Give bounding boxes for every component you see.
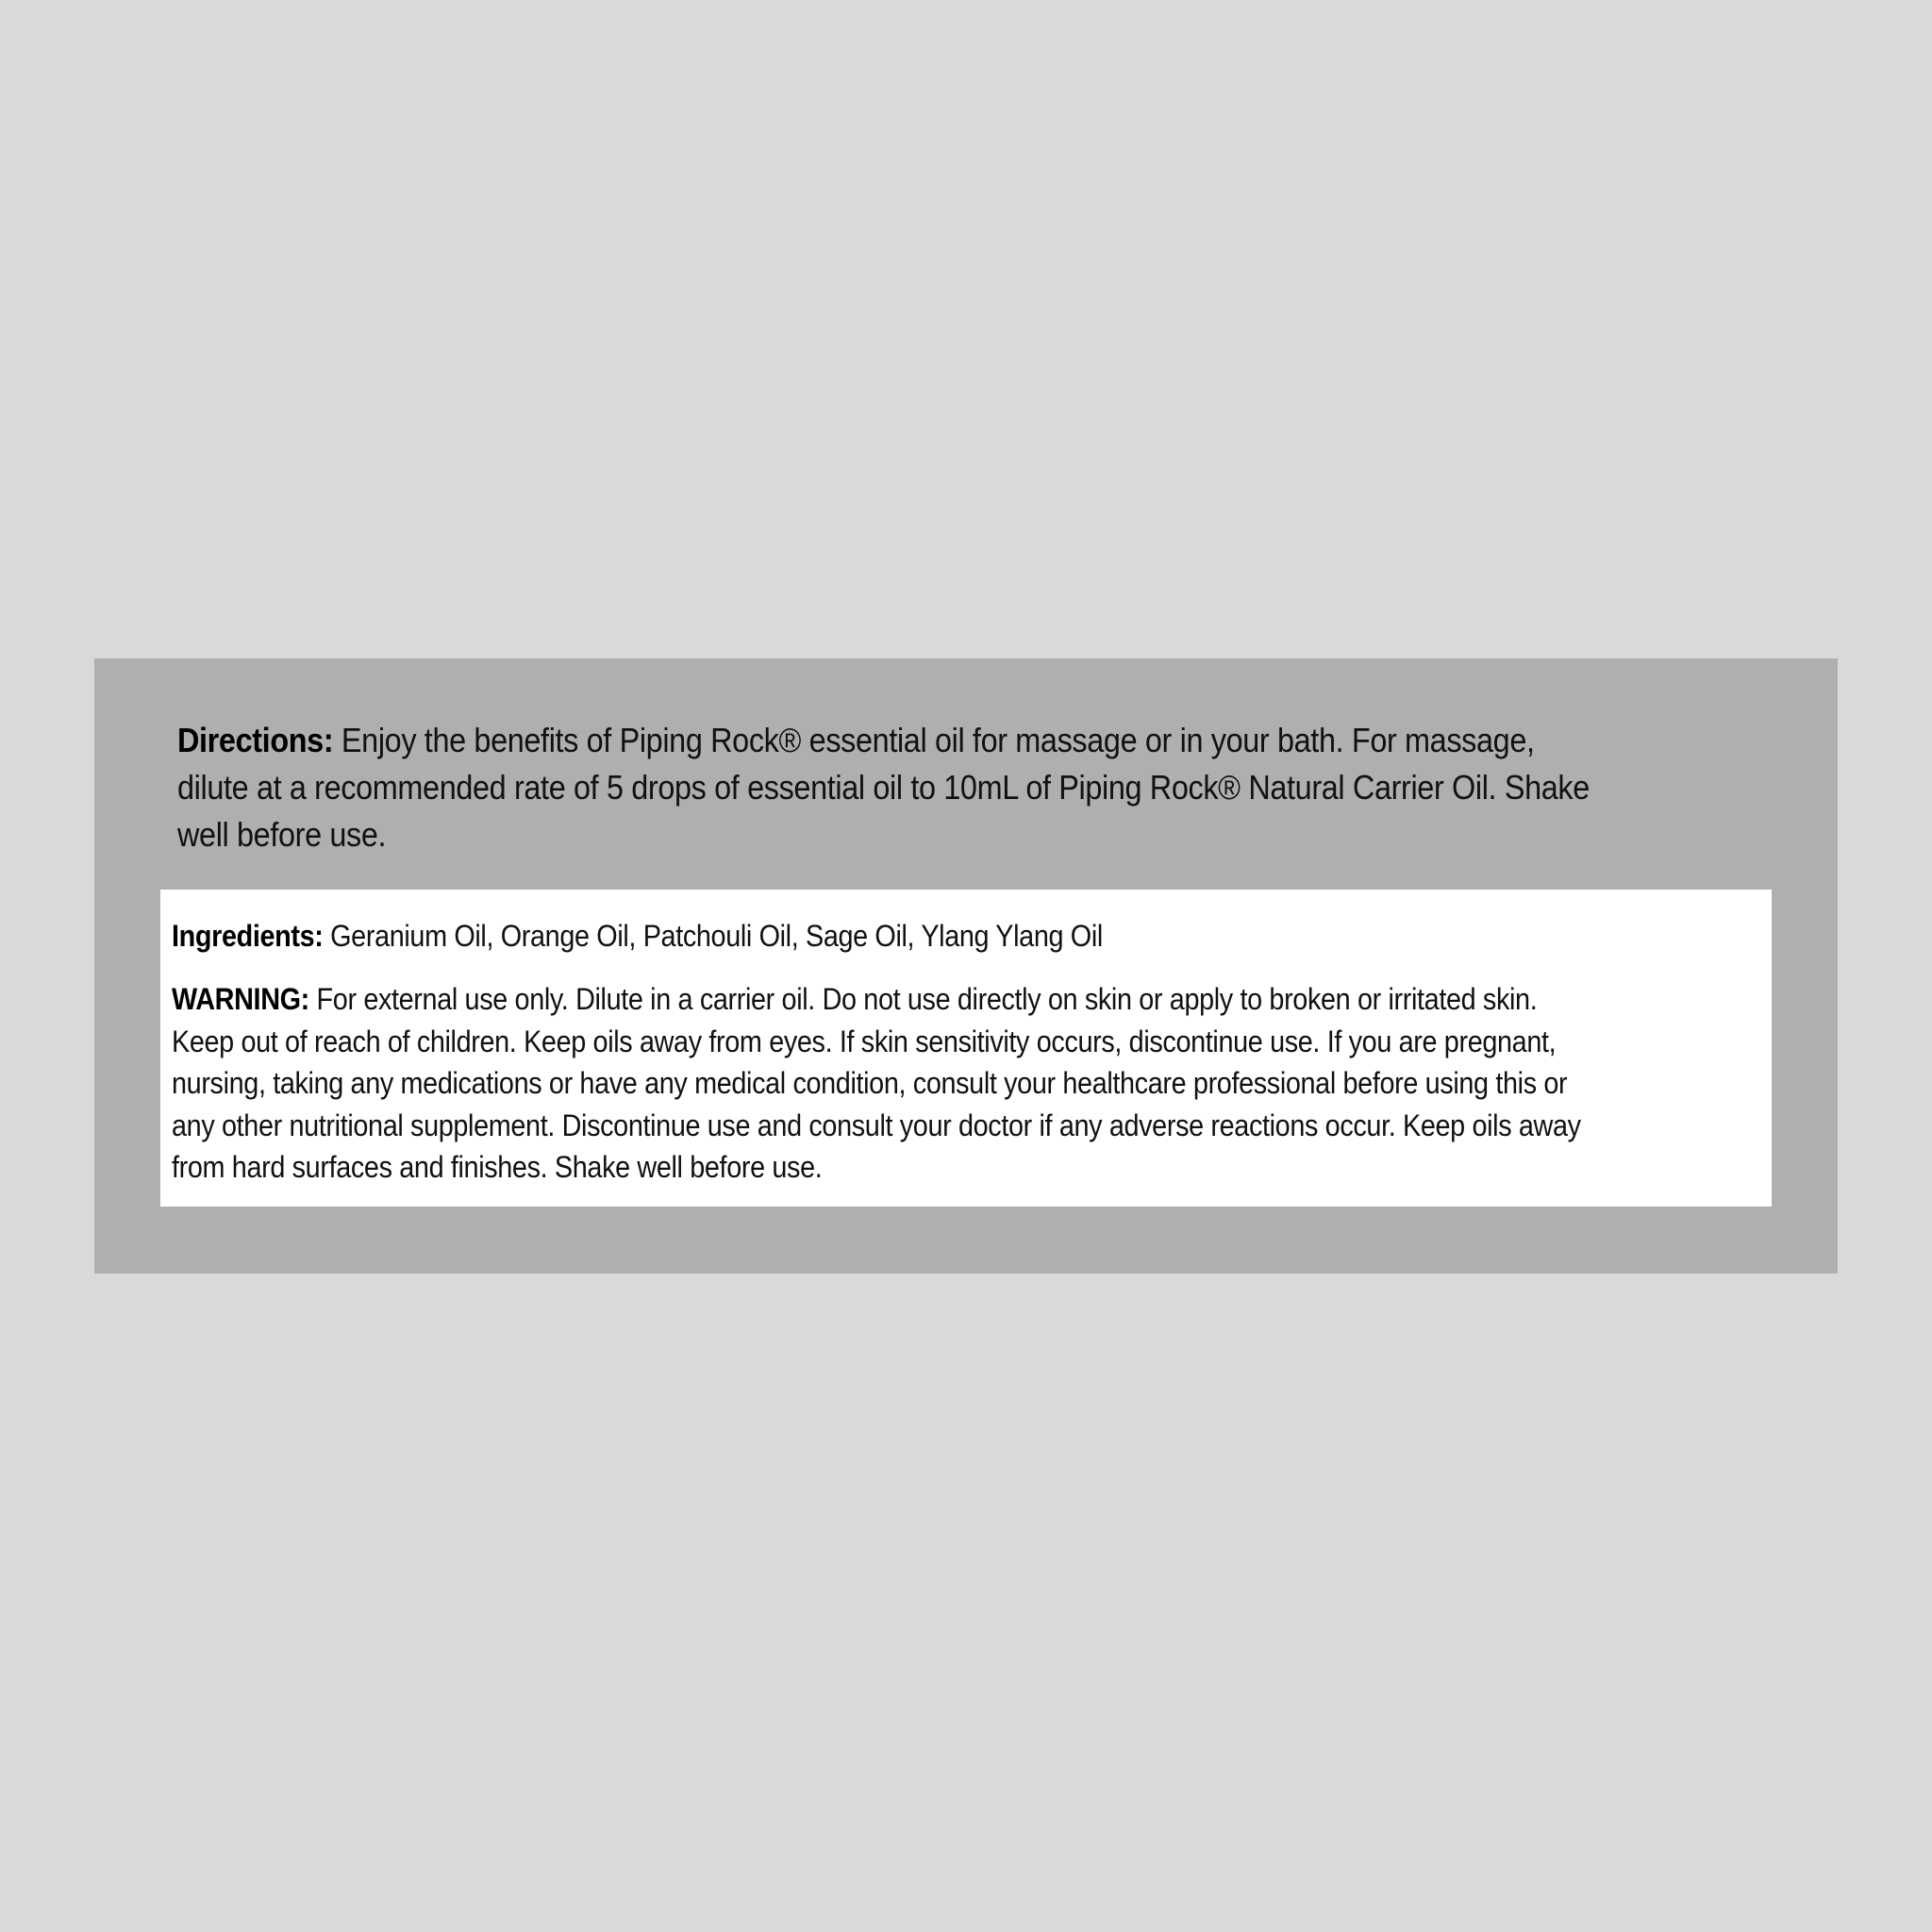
warning-line-3: nursing, taking any medications or have any medical condition, consult your healthcare professional before using this or (172, 1066, 1568, 1100)
directions-line-2: dilute at a recommended rate of 5 drops of essential oil to 10mL of Piping Rock® Natural Carrier Oil. Shake (177, 768, 1590, 807)
directions-line-1: Enjoy the benefits of Piping Rock® essential oil for massage or in your bath. For massage, (333, 721, 1535, 759)
warning-line-4: any other nutritional supplement. Discontinue use and consult your doctor if any adverse reactions occur. Keep oils away (172, 1108, 1581, 1142)
warning-line-2: Keep out of reach of children. Keep oils away from eyes. If skin sensitivity occurs, discontinue use. If you are pregnant, (172, 1024, 1557, 1058)
ingredients-warning-box (160, 890, 1772, 1207)
directions-line-3: well before use. (177, 815, 387, 854)
directions-heading: Directions: (177, 721, 334, 759)
warning-line-5: from hard surfaces and finishes. Shake well before use. (172, 1150, 823, 1184)
warning-section (172, 978, 1768, 1189)
label-panel (94, 658, 1838, 1274)
ingredients-heading: Ingredients: (172, 919, 324, 953)
ingredients-text: Geranium Oil, Orange Oil, Patchouli Oil, Sage Oil, Ylang Ylang Oil (323, 919, 1103, 953)
directions-section (177, 717, 1774, 858)
ingredients-section (172, 916, 1768, 956)
warning-heading: WARNING: (172, 982, 309, 1016)
warning-line-1: For external use only. Dilute in a carrier oil. Do not use directly on skin or apply to broken or irritated skin. (308, 982, 1538, 1016)
